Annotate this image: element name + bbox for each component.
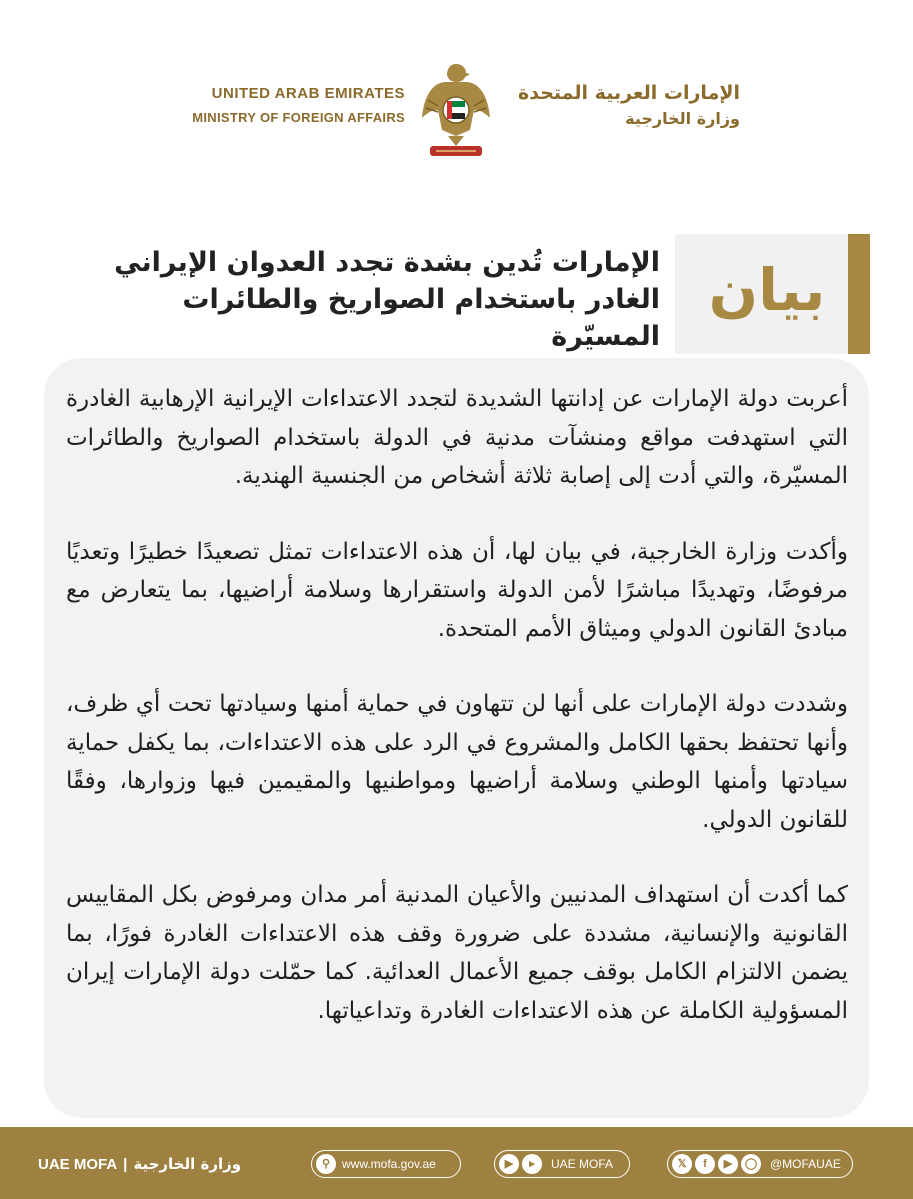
channel-link[interactable] xyxy=(494,1150,630,1178)
letterhead xyxy=(0,60,913,170)
search-icon: ⚲ xyxy=(316,1154,336,1174)
statement-body xyxy=(66,380,848,1067)
website-link[interactable] xyxy=(311,1150,461,1178)
x-icon: 𝕏 xyxy=(672,1154,692,1174)
youtube-icon: ▶ xyxy=(718,1154,738,1174)
social-handle: @MOFAUAE xyxy=(770,1156,841,1171)
channel-name: UAE MOFA xyxy=(551,1156,614,1171)
statement-title-block xyxy=(80,234,870,354)
headline-line-1: الإمارات تُدين بشدة تجدد العدوان الإيراني xyxy=(114,247,660,278)
paragraph: وشددت دولة الإمارات على أنها لن تتهاون في حماية أمنها وسيادتها تحت أي ظرف، وأنها تحتفظ بحقها الكامل والمشروع في الرد على هذه الاعتداءات، بما يكفل حماية سيادتها وأمنها الوطني وسلامة أراضيها ومواطنيها والمقيمين فيها وزوارها، وفقًا للقانون الدولي. xyxy=(66,691,848,833)
ministry-name-en: MINISTRY OF FOREIGN AFFAIRS xyxy=(192,110,405,125)
paragraph: وأكدت وزارة الخارجية، في بيان لها، أن هذه الاعتداءات تمثل تصعيدًا خطيرًا وتعديًا مرفوضًا، وتهديدًا مباشرًا لأمن الدولة واستقرارها وسلامة أراضيها، بما يتعارض مع مبادئ القانون الدولي وميثاق الأمم المتحدة. xyxy=(66,538,848,642)
statement-label: بيان xyxy=(708,256,826,324)
play-icon: ▸ xyxy=(522,1154,542,1174)
paragraph: أعربت دولة الإمارات عن إدانتها الشديدة لتجدد الاعتداءات الإيرانية الإرهابية الغادرة التي استهدفت مواقع ومنشآت مدنية في الدولة باستخدام الصواريخ والطائرات المسيّرة، والتي أدت إلى إصابة ثلاثة أشخاص من الجنسية الهندية. xyxy=(66,386,848,489)
footer-brand-ar: وزارة الخارجية xyxy=(133,1155,242,1173)
accent-bar xyxy=(848,234,870,354)
uae-emblem-icon xyxy=(416,60,496,160)
country-name-ar: الإمارات العربية المتحدة xyxy=(518,82,740,104)
footer-brand xyxy=(38,1152,241,1176)
country-name-en: UNITED ARAB EMIRATES xyxy=(211,85,405,102)
youtube-icon: ▶ xyxy=(499,1154,519,1174)
website-url: www.mofa.gov.ae xyxy=(342,1156,436,1171)
facebook-icon: f xyxy=(695,1154,715,1174)
ministry-name-ar: وزارة الخارجية xyxy=(625,109,740,128)
letterhead-arabic xyxy=(510,80,740,132)
letterhead-english xyxy=(150,82,405,130)
footer-bar xyxy=(0,1127,913,1199)
statement-label-box xyxy=(675,234,870,354)
instagram-icon: ◯ xyxy=(741,1154,761,1174)
footer-separator: | xyxy=(123,1156,128,1173)
statement-headline xyxy=(70,244,660,355)
social-handle-link[interactable] xyxy=(667,1150,853,1178)
footer-brand-en: UAE MOFA xyxy=(38,1156,118,1173)
paragraph: كما أكدت أن استهداف المدنيين والأعيان المدنية أمر مدان ومرفوض بكل المقاييس القانونية والإنسانية، مشددة على ضرورة وقف هذه الاعتداءات الغادرة فورًا، بما يضمن الالتزام الكامل بوقف جميع الأعمال العدائية. كما حمّلت دولة الإمارات إيران المسؤولية الكاملة عن هذه الاعتداءات الغادرة وتداعياتها. xyxy=(66,882,848,1024)
headline-line-2: الغادر باستخدام الصواريخ والطائرات المسيّرة xyxy=(182,284,660,352)
